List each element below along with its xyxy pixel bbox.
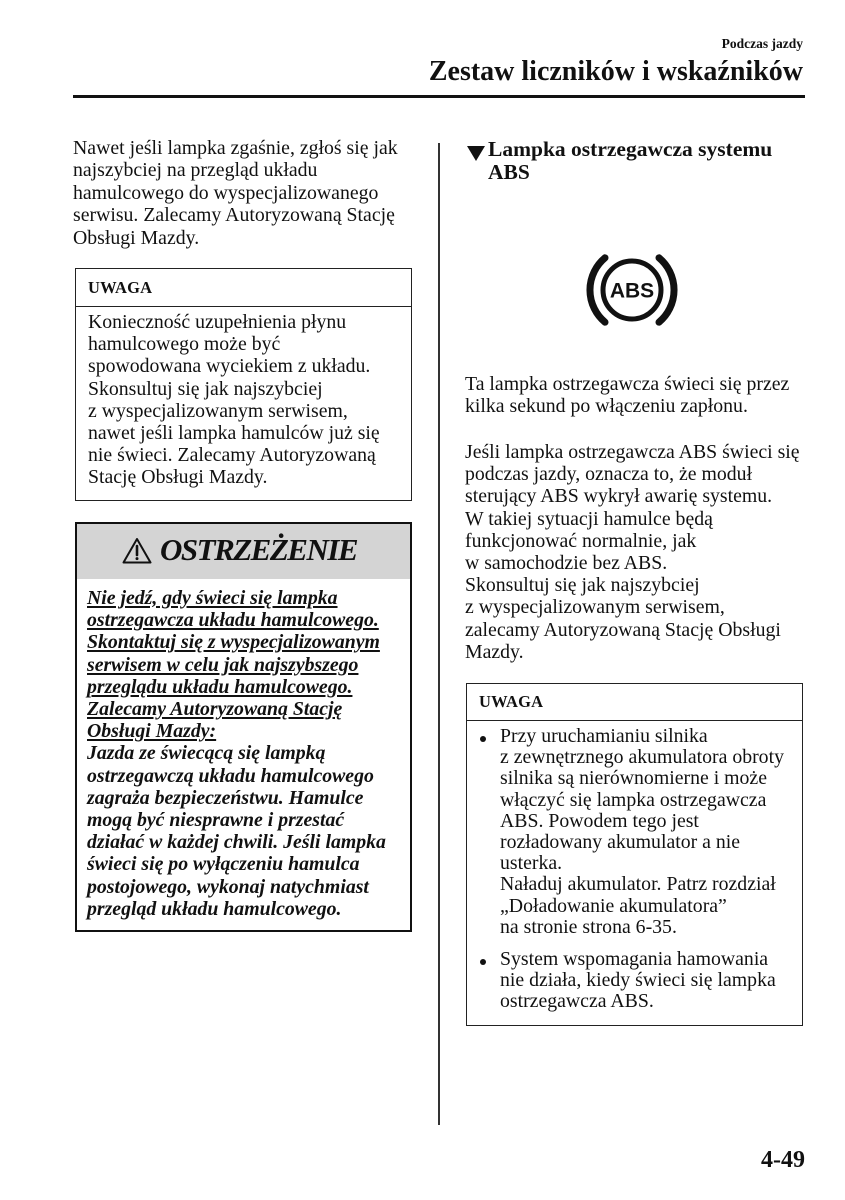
note-box-brake-fluid xyxy=(75,268,412,501)
list-item-text: Przy uruchamianiu silnika z zewnętrznego akumulatora obroty silnika są nierównomierne i może włączyć się lampka ostrzegawcza ABS. Powodem tego jest rozładowany akumulator a nie usterka. Naładuj akumulator. Patrz rozdział „Doładowanie akumulatora” na stronie strona 6-35. xyxy=(500,725,784,938)
bullet-icon xyxy=(480,736,486,742)
column-divider xyxy=(438,143,440,1125)
page-number: 4-49 xyxy=(761,1147,805,1173)
warning-triangle-icon xyxy=(122,537,152,564)
section-label: Podczas jazdy xyxy=(721,36,803,51)
note-text: Konieczność uzupełnienia płynu hamulcowego może być spowodowana wyciekiem z układu. Skonsultuj się jak najszybciej z wyspecjalizowanym serwisem, nawet jeśli lampka hamulców już się nie świeci. Zalecamy Autoryzowaną Stację Obsługi Mazdy. xyxy=(88,311,380,489)
bullet-icon xyxy=(480,959,486,965)
list-item xyxy=(467,726,794,938)
warning-box xyxy=(75,522,412,932)
warning-body xyxy=(77,579,410,920)
down-triangle-icon xyxy=(467,146,485,161)
note-label: UWAGA xyxy=(479,692,544,711)
warning-label: OSTRZEŻENIE xyxy=(160,532,358,567)
note-box-abs xyxy=(466,683,803,1026)
warning-header xyxy=(77,524,410,579)
abs-paragraph-2: Jeśli lampka ostrzegawcza ABS świeci się podczas jazdy, oznacza to, że moduł sterujący ABS wykrył awarię systemu. W takiej sytuacji hamulce będą funkcjonować normalnie, jak w samochodzie bez ABS. Skonsultuj się jak najszybciej z wyspecjalizowanym serwisem, zalecamy Autoryzowaną Stację Obsługi Mazdy. xyxy=(465,441,800,663)
note-label: UWAGA xyxy=(88,277,153,297)
abs-warning-light-icon xyxy=(577,245,687,335)
note-bullet-list xyxy=(467,721,802,1013)
note-header xyxy=(76,269,411,307)
warning-underlined-text: Nie jedź, gdy świeci się lampka ostrzegawcza układu hamulcowego. Skontaktuj się z wyspecjalizowanym serwisem w celu jak najszybszego przeglądu układu hamulcowego. Zalecamy Autoryzowaną Stację Obsługi Mazdy: xyxy=(87,587,380,743)
abs-icon-label: ABS xyxy=(609,279,655,303)
section-heading-abs: Lampka ostrzegawcza systemu ABS xyxy=(488,137,773,184)
abs-paragraph-1: Ta lampka ostrzegawcza świeci się przez kilka sekund po włączeniu zapłonu. xyxy=(465,373,790,418)
list-item xyxy=(467,949,794,1013)
warning-text: Jazda ze świecącą się lampką ostrzegawczą układu hamulcowego zagraża bezpieczeństwu. Hamulce mogą być niesprawne i przestać działać w każdej chwili. Jeśli lampka świeci się po wyłączeniu hamulca postojowego, wykonaj natychmiast przegląd układu hamulcowego. xyxy=(87,742,386,920)
title-rule xyxy=(73,95,805,98)
note-header xyxy=(467,684,802,721)
left-intro-paragraph: Nawet jeśli lampka zgaśnie, zgłoś się jak najszybciej na przegląd układu hamulcowego do wyspecjalizowanego serwisu. Zalecamy Autoryzowaną Stację Obsługi Mazdy. xyxy=(73,137,398,249)
page-title: Zestaw liczników i wskaźników xyxy=(428,56,803,87)
list-item-text: System wspomagania hamowania nie działa, kiedy świeci się lampka ostrzegawcza ABS. xyxy=(500,948,776,1013)
